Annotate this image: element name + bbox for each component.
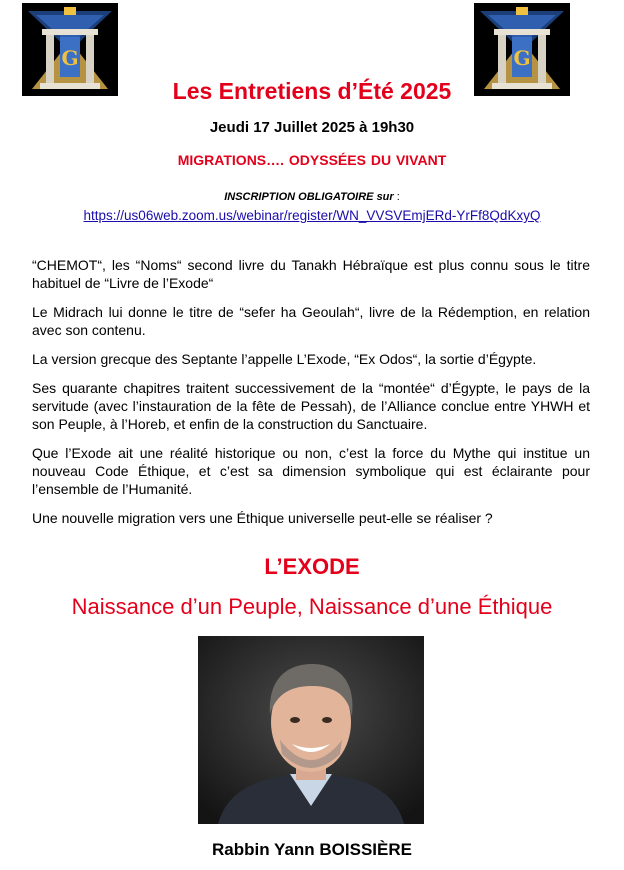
event-date: Jeudi 17 Juillet 2025 à 19h30 bbox=[209, 119, 415, 136]
inscription-label: INSCRIPTION OBLIGATOIRE sur bbox=[224, 191, 394, 203]
event-title: Les Entretiens d’Été 2025 bbox=[172, 78, 452, 104]
body-text bbox=[32, 256, 590, 538]
lecture-title: L’EXODE bbox=[264, 554, 360, 579]
speaker-name: Rabbin Yann BOISSIÈRE bbox=[212, 840, 412, 859]
speaker-portrait-photo bbox=[198, 636, 424, 824]
inscription-colon: : bbox=[393, 191, 400, 203]
paragraph: Une nouvelle migration vers une Éthique universelle peut-elle se réaliser ? bbox=[32, 510, 493, 526]
paragraph: La version grecque des Septante l’appelle L’Exode, “Ex Odos“, la sortie d’Égypte. bbox=[32, 351, 537, 367]
paragraph: Le Midrach lui donne le titre de “sefer ha Geoulah“, livre de la Rédemption, en relation avec son contenu. bbox=[32, 304, 590, 338]
lecture-subtitle: Naissance d’un Peuple, Naissance d’une Éthique bbox=[71, 594, 553, 619]
event-theme: MIGRATIONS…. ODYSSÉES DU VIVANT bbox=[177, 152, 447, 168]
paragraph: “CHEMOT“, les “Noms“ second livre du Tanakh Hébraïque est plus connu sous le titre habituel de “Livre de l’Exode“ bbox=[32, 257, 590, 291]
svg-text:G: G bbox=[61, 46, 79, 70]
registration-link[interactable]: https://us06web.zoom.us/webinar/register/WN_VVSVEmjERd-YrFf8QdKxyQ bbox=[83, 208, 541, 223]
paragraph: Ses quarante chapitres traitent successivement de la “montée“ d’Égypte, le pays de la servitude (avec l’instauration de la fête de Pessah), de l’Alliance conclue entre YHWH et son Peuple, à l’Horeb, et enfin de la construction du Sanctuaire. bbox=[32, 380, 590, 432]
svg-text:G: G bbox=[513, 46, 531, 70]
paragraph: Que l’Exode ait une réalité historique ou non, c’est la force du Mythe qui institue un nouveau Code Éthique, et c’est sa dimension symbolique qui est éclairante pour l’ensemble de l’Humanité. bbox=[32, 445, 590, 497]
inscription-line bbox=[0, 191, 624, 203]
